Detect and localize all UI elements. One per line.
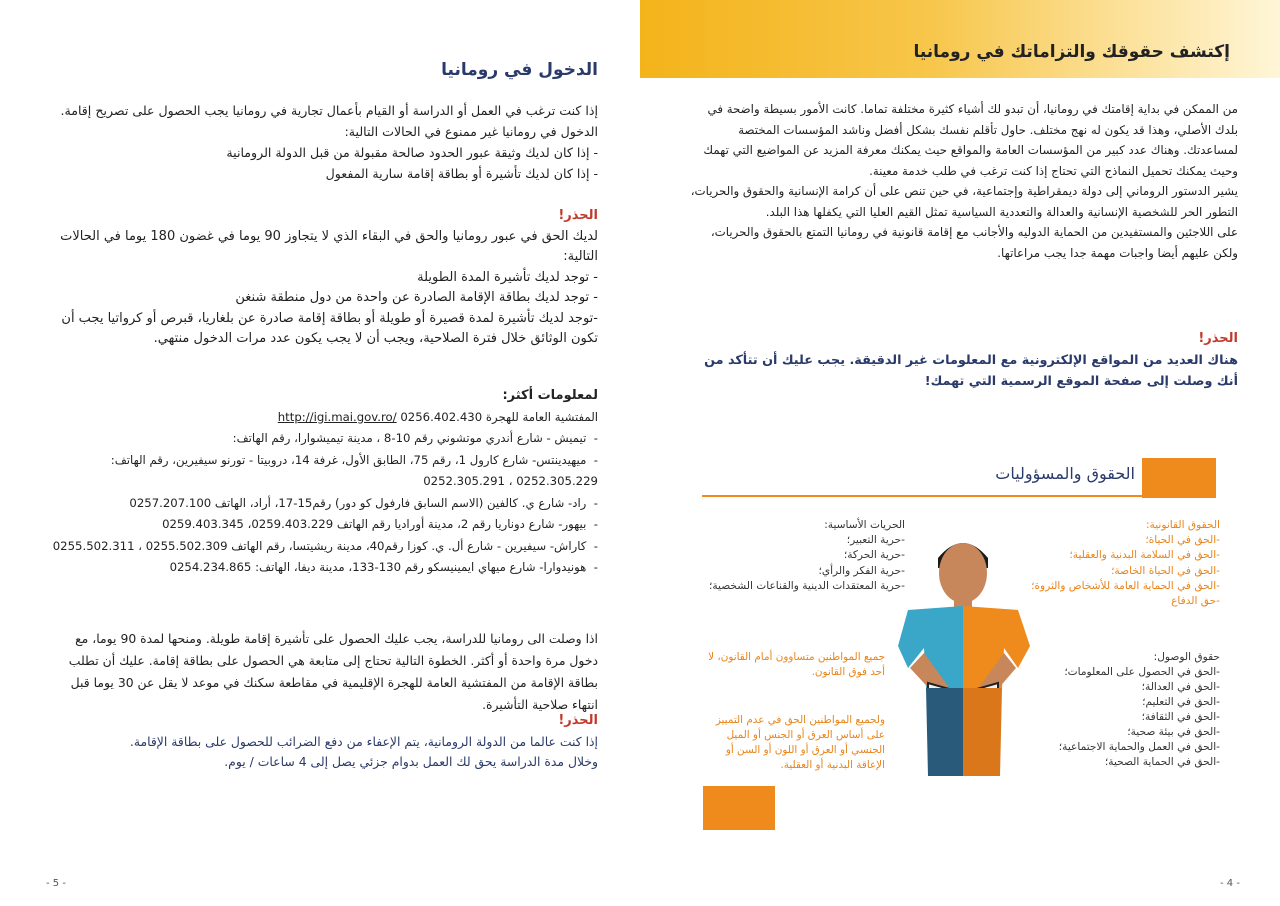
basic-freedoms — [695, 518, 905, 594]
list-item: -حرية المعتقدات الدينية والقناعات الشخصية؛ — [709, 579, 905, 592]
intro-item: - إذا كان لديك تأشيرة أو بطاقة إقامة سارية المفعول — [325, 166, 598, 181]
intro-text — [48, 100, 598, 184]
office-text: بيهور- شارع دوناريا رقم 2، مدينة أوراديا رقم الهاتف 0259.403.229، 0259.403.345 — [162, 517, 587, 531]
list-item: -الحق في الحماية العامة للأشخاص والثروة؛ — [1031, 579, 1220, 592]
more-info-heading: لمعلومات أكثر: — [502, 388, 598, 403]
equality-note: جميع المواطنين متساوون أمام القانون، لا أحد فوق القانون. — [708, 651, 885, 678]
list-item: -الحق في الحياة؛ — [1145, 534, 1220, 547]
office-text: تيميش - شارع أندري موتشوني رقم 10-8 ، مدينة تيميشوارا، رقم الهاتف: — [232, 431, 587, 445]
title-banner — [640, 0, 1280, 78]
page-number: - 5 - — [46, 878, 66, 889]
study-paragraph: اذا وصلت الى رومانيا للدراسة، يجب عليك الحصول على تأشيرة إقامة طويلة. ومنحها لمدة 90 يوما، مع دخول مرة واحدة أو أكثر. الخطوة التالية تحتاج إلى متابعة هي الحصول على بطاقة إقامة. عليك أن تطلب بطاقة الإقامة من المفتشية العامة للهجرة الإقليمية في مقاطعة سكنك في موعد لا يقل عن 30 يوما قبل انتهاء صلاحية التأشيرة. — [68, 631, 598, 712]
list-item: -حق الدفاع — [1171, 595, 1220, 608]
office-text: راد- شارع ي. كالفين (الاسم السابق فارفول كو دور) رقم15-17، أراد، الهاتف 0257.207.100 — [129, 495, 587, 510]
list-item: -حرية الفكر والرأي؛ — [818, 564, 905, 577]
list-item: -الحق في بيئة صحية؛ — [1127, 726, 1220, 738]
warning-line: وخلال مدة الدراسة يحق لك العمل بدوام جزئي يصل إلى 4 ساعات / يوم. — [224, 754, 598, 769]
list-item: -الحق في الحصول على المعلومات؛ — [1064, 666, 1220, 678]
list-item: - تيميش - شارع أندري موتشوني رقم 10-8 ، مدينة تيميشوارا، رقم الهاتف: — [232, 431, 598, 445]
page-title: الدخول في رومانيا — [441, 60, 598, 80]
intro-paragraph: إذا كنت ترغب في العمل أو الدراسة أو القيام بأعمال تجارية في رومانيا يجب الحصول على تصريح إقامة. الدخول في رومانيا غير ممنوع في الحالات التالية: — [60, 103, 598, 139]
list-item: -الحق في العدالة؛ — [1141, 681, 1220, 693]
office-text: ميهيدينتس- شارع كارول 1، رقم 75، الطابق الأول، غرفة 14، دروبيتا - تورنو سيفيرين، رقم الهاتف: 0252.305.229 ، 0252.305.291 — [110, 452, 598, 488]
basic-freedoms-heading: الحريات الأساسية: — [824, 519, 905, 531]
warning-heading: الحذر! — [1198, 331, 1238, 346]
list-item: - هونيدوارا- شارع ميهاي ايمينيسكو رقم 130-133، مدينة ديفا، الهاتف: 0254.234.865 — [169, 560, 598, 574]
warning-box — [48, 206, 598, 350]
agency-line — [48, 407, 598, 429]
intro-paragraph: يشير الدستور الروماني إلى دولة ديمقراطية وإجتماعية، في حين تنص على أن كرامة الإنسانية والحقوق والحريات، التطور الحر للشخصية الإنسانية والعدالة والتعددية السياسية تمثل القيم العليا التي يكفلها هذا البلد. — [690, 184, 1238, 219]
more-info — [48, 385, 598, 579]
agency-phone: 0256.402.430 — [400, 409, 483, 424]
page-title: إكتشف حقوقك والتزاماتك في رومانيا — [913, 42, 1230, 62]
list-item: -حرية التعبير؛ — [846, 534, 905, 547]
legal-rights — [1010, 518, 1220, 609]
access-rights — [1010, 650, 1220, 770]
access-rights-heading: حقوق الوصول: — [1153, 651, 1220, 663]
list-item: -الحق في الحماية الصحية؛ — [1104, 756, 1220, 768]
warning-line: -توجد لديك تأشيرة لمدة قصيرة أو طويلة أو بطاقة إقامة صادرة عن بلغاريا، قبرص أو كرواتيا يجب أن تكون الوثائق خلال فترة الصلاحية، ويجب أن لا يجب يكون عدد مرات الدخول منتهي. — [61, 310, 598, 346]
section-divider — [702, 495, 1216, 497]
list-item: -الحق في الثقافة؛ — [1141, 711, 1220, 723]
page-number: - 4 - — [1220, 878, 1240, 889]
list-item: - بيهور- شارع دوناريا رقم 2، مدينة أوراديا رقم الهاتف 0259.403.229، 0259.403.345 — [162, 517, 598, 531]
list-item: - ميهيدينتس- شارع كارول 1، رقم 75، الطابق الأول، غرفة 14، دروبيتا - تورنو سيفيرين، رقم الهاتف: 0252.305.229 ، 0252.305.291 — [110, 452, 598, 488]
right-page — [640, 0, 1280, 906]
warning-box-2 — [48, 711, 598, 773]
list-item: -الحق في السلامة البدنية والعقلية؛ — [1069, 549, 1220, 562]
warning-box — [686, 328, 1238, 393]
intro-paragraph: على اللاجئين والمستفيدين من الحماية الدوليه والأجانب مع إقامة قانونية في رومانيا التمتع بالحقوق والحريات، ولكن عليهم أيضا واجبات مهمة جدا يجب مراعاتها. — [710, 225, 1238, 260]
accent-box — [703, 786, 775, 830]
section-accent-box — [1142, 458, 1216, 498]
office-text: هونيدوارا- شارع ميهاي ايمينيسكو رقم 130-133، مدينة ديفا، الهاتف: 0254.234.865 — [169, 560, 587, 574]
warning-line: إذا كنت عالما من الدولة الرومانية، يتم الإعفاء من دفع الضرائب للحصول على بطاقة الإقامة. — [129, 733, 598, 749]
legal-rights-heading: الحقوق القانونية: — [1145, 519, 1220, 531]
warning-text: هناك العديد من المواقع الإلكترونية مع المعلومات غير الدقيقة. يجب عليك أن تتأكد من أنك وصلت إلى صفحة الموقع الرسمية التي تهمك! — [704, 352, 1238, 389]
agency-link[interactable]: http://igi.mai.gov.ro/ — [277, 409, 397, 424]
list-item: -حرية الحركة؛ — [843, 549, 905, 562]
list-item: -الحق في الحياة الخاصة؛ — [1111, 564, 1220, 577]
list-item: - كاراش- سيفيرين - شارع أل. ي. كوزا رقم40، مدينة ريشيتسا، رقم الهاتف 0255.502.309 ، 0255.502.311 — [52, 538, 598, 553]
section-title: الحقوق والمسؤوليات — [995, 464, 1135, 483]
agency-name: المفتشية العامة للهجرة — [485, 409, 598, 424]
warning-line: - توجد لديك بطاقة الإقامة الصادرة عن واحدة من دول منطقة شنغن — [235, 290, 598, 305]
list-item: -الحق في العمل والحماية الاجتماعية؛ — [1058, 741, 1220, 753]
warning-heading: الحذر! — [558, 208, 598, 223]
list-item: - راد- شارع ي. كالفين (الاسم السابق فارفول كو دور) رقم15-17، أراد، الهاتف 0257.207.100 — [129, 495, 598, 510]
office-text: كاراش- سيفيرين - شارع أل. ي. كوزا رقم40، مدينة ريشيتسا، رقم الهاتف 0255.502.309 ، 0255.502.311 — [52, 538, 587, 553]
warning-heading: الحذر! — [558, 713, 598, 728]
office-list — [48, 428, 598, 579]
list-item: -الحق في التعليم؛ — [1142, 696, 1220, 708]
person-reading-illustration — [888, 528, 1038, 778]
intro-paragraph: من الممكن في بداية إقامتك في رومانيا، أن تبدو لك أشياء كثيرة مختلفة تماما. كانت الأمور بسيطة واضحة في بلدك الأصلي، وهذا قد يكون له نهج مختلف. حاول تأقلم نفسك بشكل أفضل وناشد المؤسسات المختصة لمساعدتك. وهناك عدد كبير من المؤسسات العامة والمواقع حيث يمكنك معرفة المزيد عن المواضيع التي تهمك وحيث يمكنك تحميل النماذج التي تحتاج إذا كنت ترغب في طلب خدمة معينة. — [703, 102, 1238, 178]
non-discrimination-note: ولجميع المواطنين الحق في عدم التمييز على أساس العرق أو الجنس أو الميل الجنسي أو العرق أو اللون أو السن أو الإعاقة البدنية أو العقلية. — [715, 714, 885, 771]
warning-line: لديك الحق في عبور رومانيا والحق في البقاء الذي لا يتجاوز 90 يوما في غضون 180 يوما في الحالات التالية: — [60, 228, 598, 264]
warning-line: - توجد لديك تأشيرة المدة الطويلة — [417, 269, 598, 285]
intro-item: - إذا كان لديك وثيقة عبور الحدود صالحة مقبولة من قبل الدولة الرومانية — [226, 145, 598, 160]
intro-text — [686, 99, 1238, 263]
